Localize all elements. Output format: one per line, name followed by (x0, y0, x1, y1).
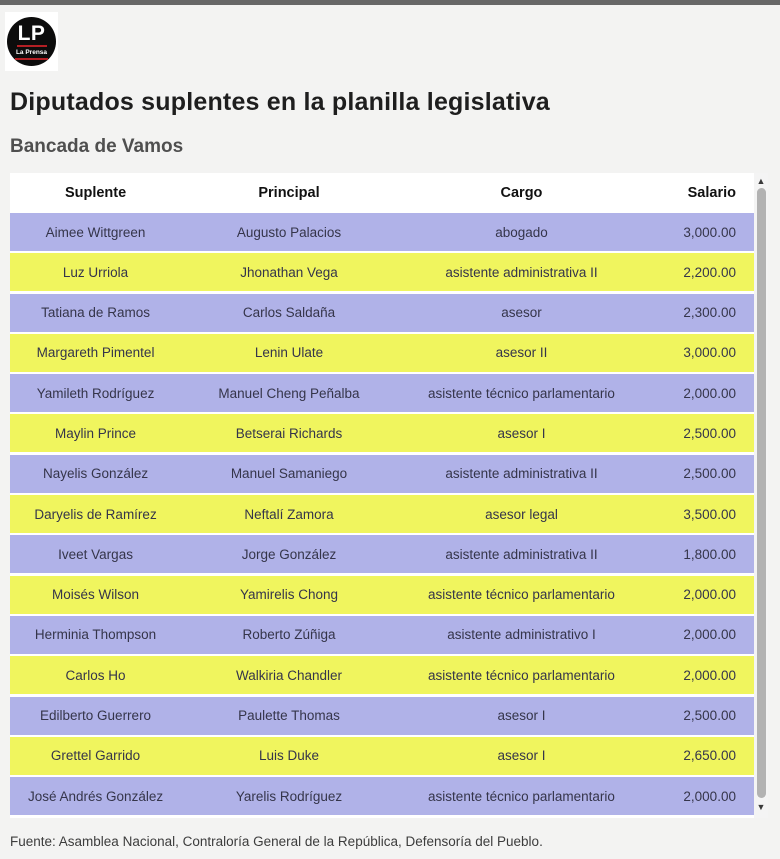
cell-principal: Jhonathan Vega (240, 264, 338, 280)
cell-cargo: asesor (501, 305, 542, 321)
cell-principal: Manuel Cheng Peñalba (218, 385, 360, 401)
cell-salario: 2,500.00 (683, 708, 736, 724)
table-row (10, 535, 754, 573)
cell-cargo: asesor I (497, 425, 546, 441)
cell-principal: Yarelis Rodríguez (235, 788, 343, 804)
cell-principal: Lenin Ulate (254, 345, 324, 361)
table-row (10, 294, 754, 332)
table-row (10, 737, 754, 775)
scroll-down-icon[interactable]: ▼ (756, 802, 766, 812)
logo-name: La Prensa (15, 48, 48, 60)
cell-suplente: Aimee Wittgreen (45, 224, 146, 240)
table-row (10, 213, 754, 251)
cell-salario: 2,300.00 (683, 305, 736, 321)
column-header-cargo: Cargo (500, 185, 543, 201)
cell-principal: Betserai Richards (235, 425, 343, 441)
cell-principal: Luis Duke (258, 748, 319, 764)
cell-suplente: Maylin Prince (55, 425, 137, 441)
logo-initials: LP (17, 22, 46, 46)
table-row (10, 777, 754, 815)
table-row (10, 253, 754, 291)
cell-suplente: José Andrés González (28, 788, 164, 804)
cell-principal: Augusto Palacios (236, 224, 342, 240)
cell-salario: 1,800.00 (683, 546, 736, 562)
cell-cargo: asistente administrativo I (447, 627, 596, 643)
cell-cargo: abogado (495, 224, 548, 240)
column-header-suplente: Suplente (64, 185, 127, 201)
cell-salario: 2,650.00 (683, 748, 736, 764)
cell-salario: 2,000.00 (683, 385, 736, 401)
cell-principal: Jorge González (241, 546, 337, 562)
cell-suplente: Iveet Vargas (58, 546, 133, 562)
column-header-salario: Salario (687, 185, 736, 201)
cell-suplente: Margareth Pimentel (36, 345, 155, 361)
cell-salario: 3,000.00 (683, 224, 736, 240)
cell-principal: Carlos Saldaña (242, 305, 336, 321)
cell-suplente: Tatiana de Ramos (41, 305, 150, 321)
cell-cargo: asistente técnico parlamentario (428, 667, 615, 683)
cell-cargo: asesor legal (485, 506, 558, 522)
scrollbar-thumb[interactable] (757, 188, 766, 798)
table-main (10, 173, 754, 818)
cell-principal: Yamirelis Chong (239, 587, 338, 603)
cell-cargo: asesor II (495, 345, 548, 361)
source-note: Fuente: Asamblea Nacional, Contraloría General de la República, Defensoría del Pueblo. (10, 834, 543, 849)
table-body (10, 213, 754, 817)
cell-suplente: Yamileth Rodríguez (36, 385, 155, 401)
cell-salario: 2,000.00 (683, 627, 736, 643)
cell-salario: 2,500.00 (683, 466, 736, 482)
cell-suplente: Herminia Thompson (34, 627, 157, 643)
cell-cargo: asistente técnico parlamentario (428, 385, 615, 401)
cell-salario: 2,000.00 (683, 587, 736, 603)
cell-suplente: Grettel Garrido (50, 748, 141, 764)
table-row (10, 334, 754, 372)
cell-salario: 3,500.00 (683, 506, 736, 522)
cell-cargo: asistente administrativa II (445, 264, 598, 280)
page-title: Diputados suplentes en la planilla legislativa (10, 88, 550, 116)
cell-cargo: asistente administrativa II (445, 466, 598, 482)
top-accent-bar (0, 0, 780, 5)
table-row (10, 414, 754, 452)
cell-principal: Roberto Zúñiga (242, 627, 336, 643)
table-row (10, 495, 754, 533)
logo-red-rule (17, 45, 47, 47)
table-row (10, 576, 754, 614)
data-table (10, 173, 768, 818)
cell-principal: Paulette Thomas (238, 708, 340, 724)
table-row (10, 455, 754, 493)
cell-suplente: Nayelis González (43, 466, 149, 482)
cell-cargo: asistente administrativa II (445, 546, 598, 562)
cell-cargo: asistente técnico parlamentario (428, 587, 615, 603)
cell-suplente: Carlos Ho (65, 667, 126, 683)
table-header-row (10, 173, 754, 213)
cell-principal: Manuel Samaniego (230, 466, 348, 482)
la-prensa-logo (5, 12, 58, 71)
cell-principal: Neftalí Zamora (244, 506, 334, 522)
column-header-principal: Principal (258, 185, 320, 201)
cell-cargo: asesor I (497, 708, 546, 724)
cell-salario: 2,000.00 (683, 667, 736, 683)
cell-cargo: asesor I (497, 748, 546, 764)
cell-suplente: Moisés Wilson (52, 587, 140, 603)
table-row (10, 656, 754, 694)
cell-suplente: Daryelis de Ramírez (34, 506, 157, 522)
la-prensa-logo-icon (7, 17, 56, 66)
cell-salario: 2,000.00 (683, 788, 736, 804)
cell-suplente: Edilberto Guerrero (40, 708, 152, 724)
table-row (10, 616, 754, 654)
table-row (10, 697, 754, 735)
cell-salario: 3,000.00 (683, 345, 736, 361)
vertical-scrollbar[interactable] (754, 173, 768, 818)
cell-salario: 2,200.00 (683, 264, 736, 280)
cell-salario: 2,500.00 (683, 425, 736, 441)
cell-cargo: asistente técnico parlamentario (428, 788, 615, 804)
cell-principal: Walkiria Chandler (235, 667, 342, 683)
cell-suplente: Luz Urriola (62, 264, 129, 280)
page-subtitle: Bancada de Vamos (10, 136, 184, 157)
scroll-up-icon[interactable]: ▲ (756, 176, 766, 186)
table-row (10, 374, 754, 412)
